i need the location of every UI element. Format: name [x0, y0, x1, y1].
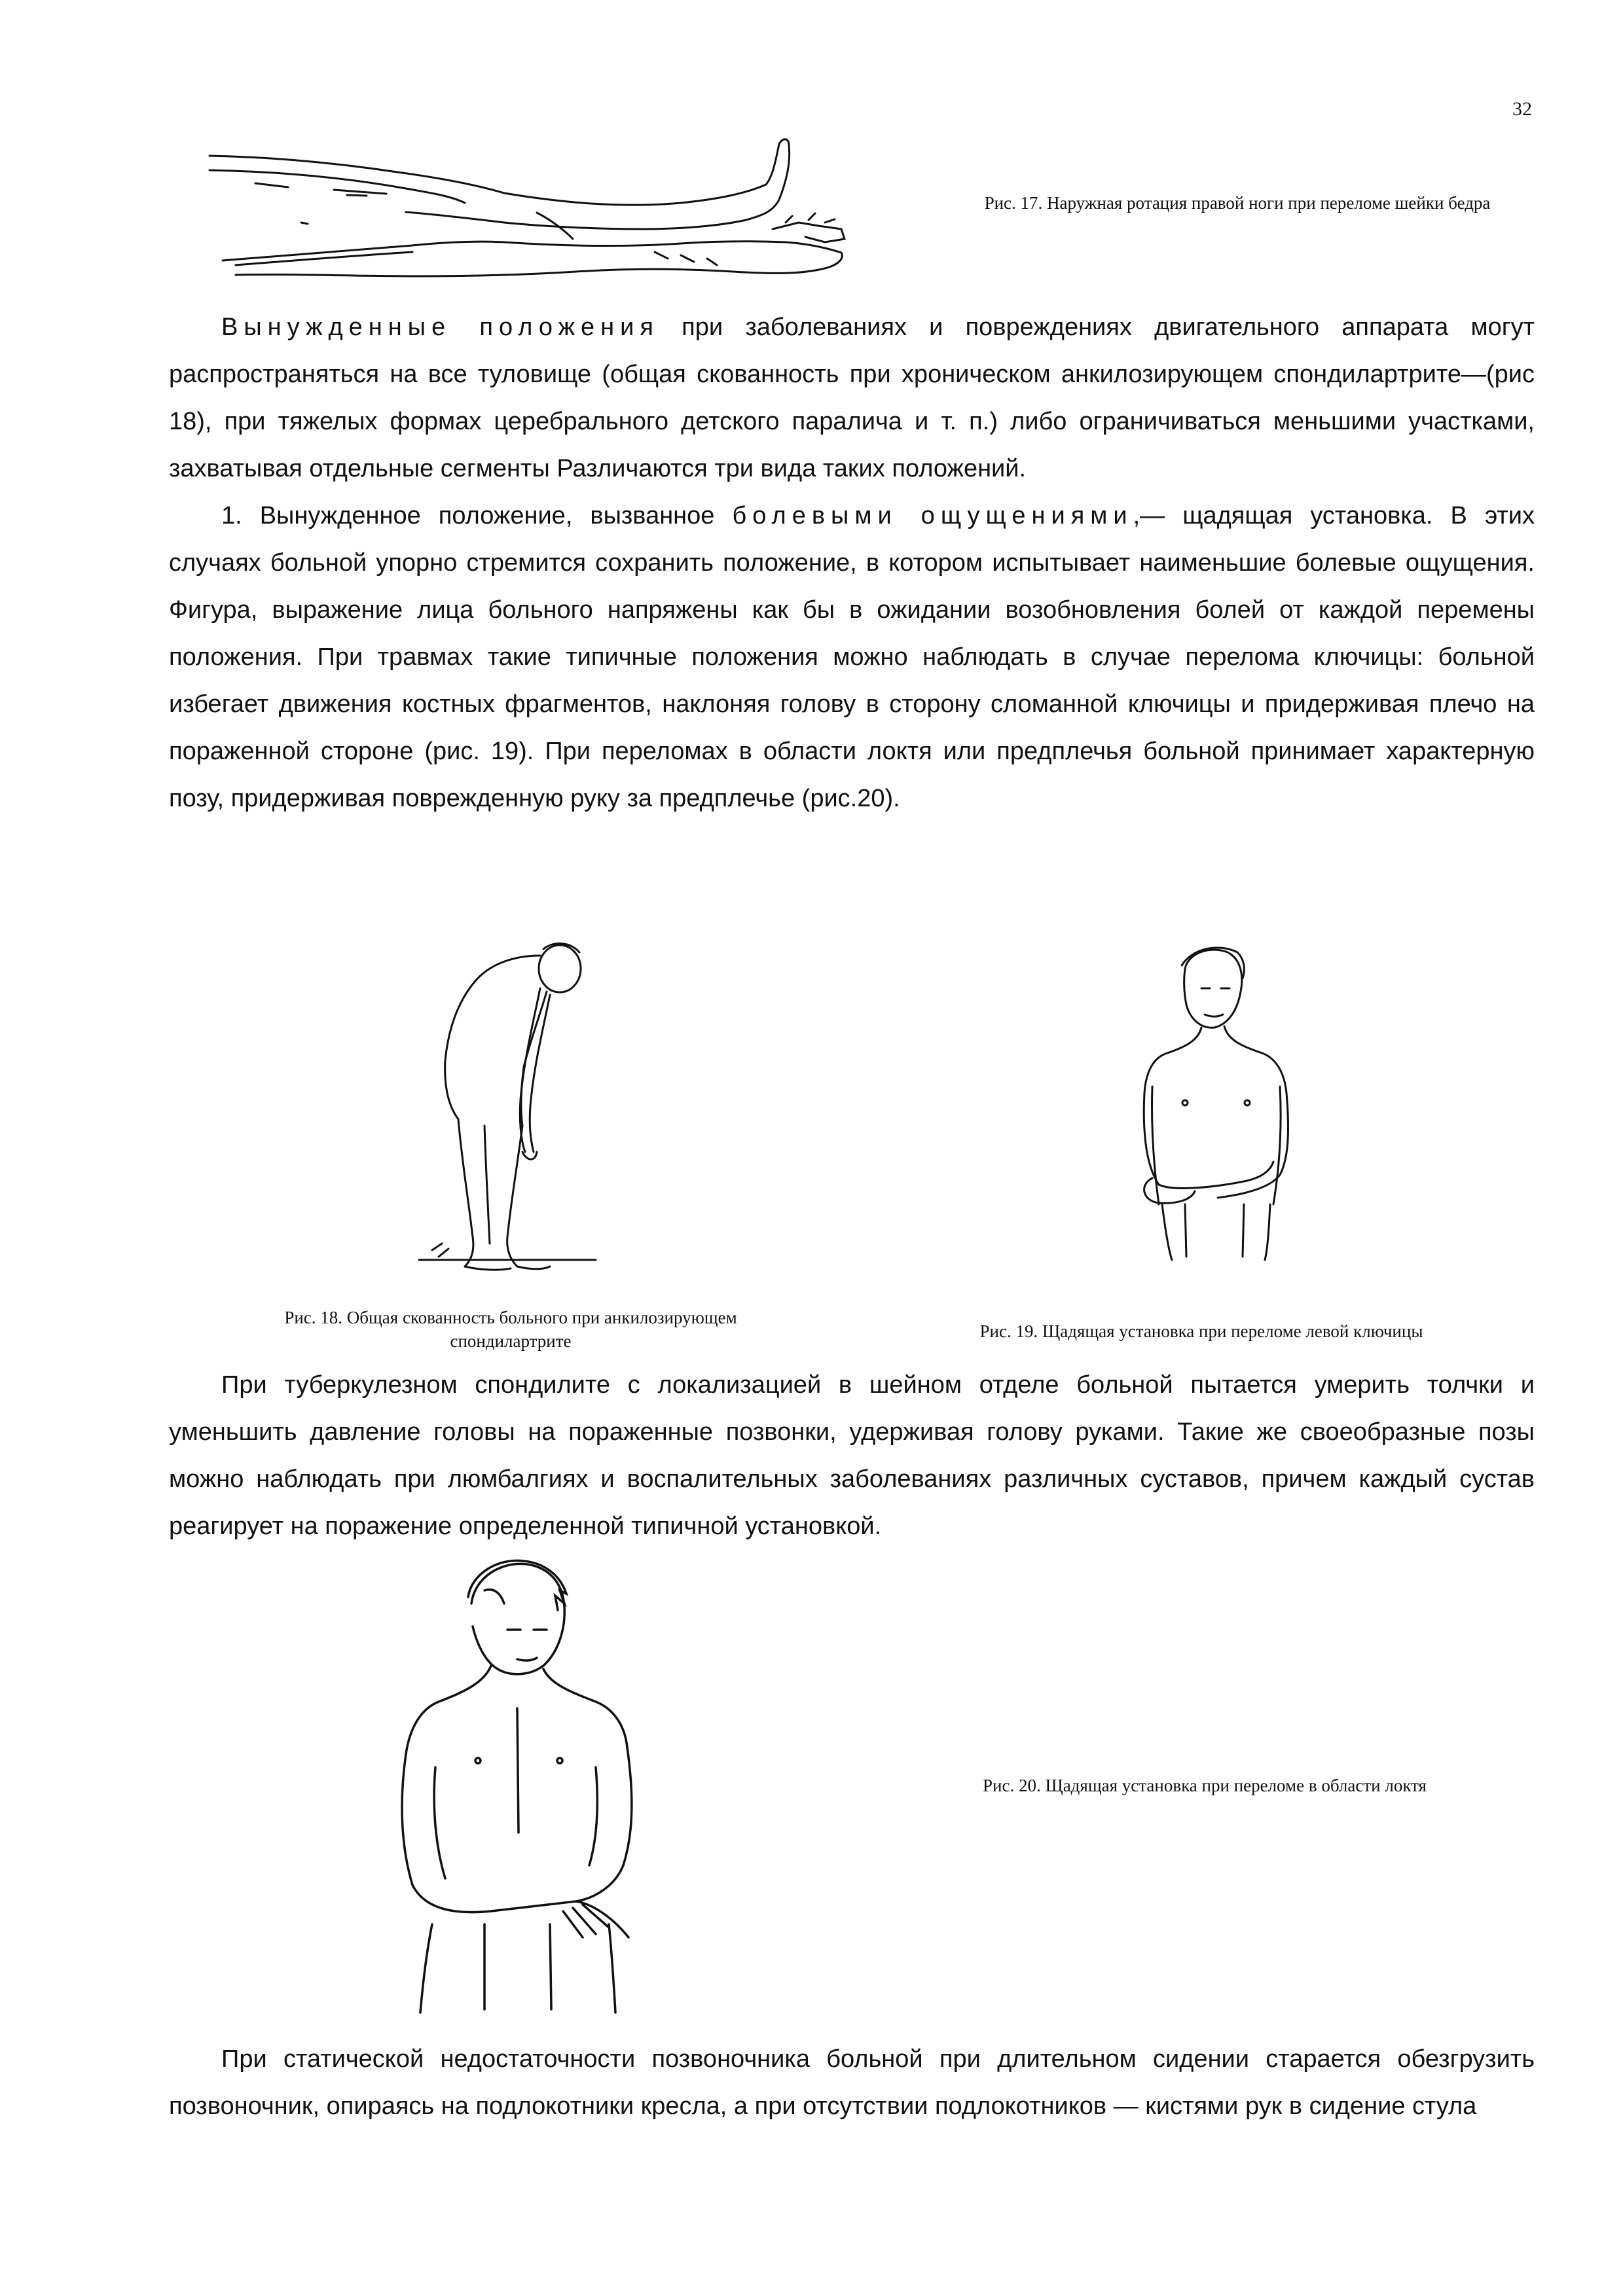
paragraph-static-insufficiency: При статической недостаточности позвоночника больной при длительном сидении старается обезгрузить позвоночник, опираясь на подлокотники кресла, а при отсутствии подлокотников — кистями рук в сидение стула: [169, 2045, 1535, 2120]
text-block-3: [169, 2036, 1535, 2130]
figure-19-boy-drawing: [1113, 942, 1309, 1263]
paragraph-forced-positions-body: при заболеваниях и повреждениях двигательного аппарата могут распространяться на все туловище (общая скованность при хроническом анкилозирующем спондилартрите—(рис 18), при тяжелых формах церебрального детского паралича и т. п.) либо ограничиваться меньшими участками, захватывая отдельные сегменты Различаются три вида таких положений.: [169, 314, 1535, 482]
figure-17-legs-drawing: [196, 131, 871, 288]
emphasis-forced-positions: Вынужденные положения: [221, 314, 659, 341]
figure-20-boy-drawing: [386, 1558, 674, 2016]
paragraph-pain-position-start: 1. Вынужденное положение, вызванное: [221, 502, 733, 529]
figure-20-caption: Рис. 20. Щадящая установка при переломе в области локтя: [983, 1776, 1427, 1795]
paragraph-pain-position: [169, 492, 1535, 822]
figure-17-caption: Рис. 17. Наружная ротация правой ноги при переломе шейки бедра: [984, 193, 1491, 213]
paragraph-pain-position-body: ,— щадящая установка. В этих случаях больной упорно стремится сохранить положение, в котором испытывает наименьшие болевые ощущения. Фигура, выражение лица больного напряжены как бы в ожидании возобновления болей от каждой перемены положения. При травмах такие типичные положения можно наблюдать в случае перелома ключицы: больной избегает движения костных фрагментов, наклоняя голову в сторону сломанной ключицы и придерживая плечо на пораженной стороне (рис. 19). При переломах в области локтя или предплечья больной принимает характерную позу, придерживая поврежденную руку за предплечье (рис.20).: [169, 502, 1535, 812]
text-block-2: [169, 1361, 1535, 1550]
page-number: 32: [1512, 98, 1532, 120]
emphasis-pain-sensations: болевыми ощущениями: [732, 502, 1133, 529]
figure-18-caption: Рис. 18. Общая скованность больного при анкилозирующем спондилартрите: [284, 1308, 737, 1351]
figure-19-caption: Рис. 19. Щадящая установка при переломе левой ключицы: [979, 1321, 1423, 1341]
paragraph-spondylitis: При туберкулезном спондилите с локализацией в шейном отделе больной пытается умерить толчки и уменьшить давление головы на пораженные позвонки, удерживая голову руками. Такие же своеобразные позы можно наблюдать при люмбалгиях и воспалительных заболеваниях различных суставов, причем каждый сустав реагирует на поражение определенной типичной установкой.: [169, 1371, 1535, 1540]
text-block-1: [169, 304, 1535, 822]
figure-18-stooped-figure-drawing: [412, 929, 602, 1283]
paragraph-forced-positions: [169, 304, 1535, 492]
